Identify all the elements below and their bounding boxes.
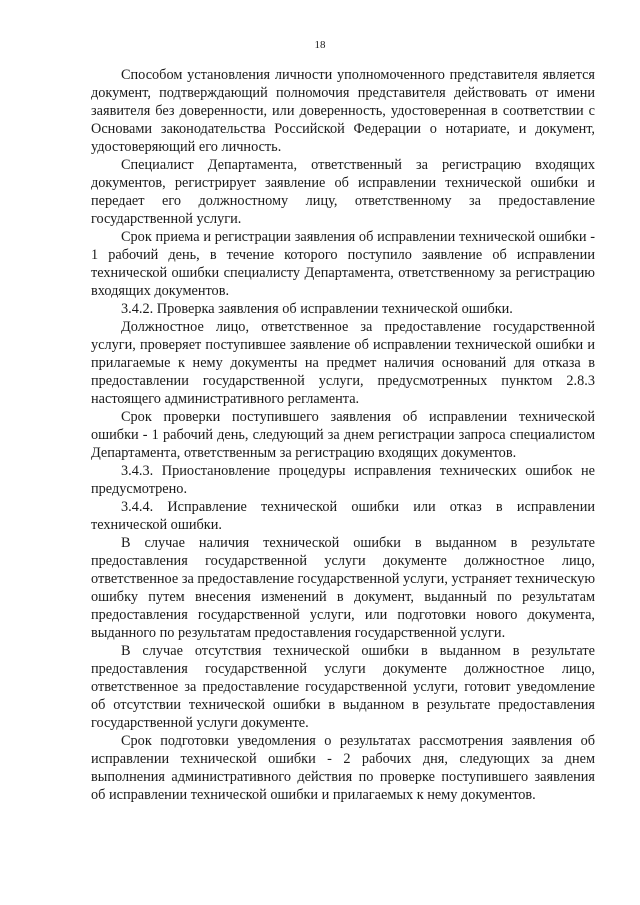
section-heading-3-4-3: 3.4.3. Приостановление процедуры исправления технических ошибок не предусмотрено.: [91, 463, 595, 497]
section-heading-3-4-2: 3.4.2. Проверка заявления об исправлении технической ошибки.: [121, 301, 513, 317]
page-number: 18: [314, 39, 326, 51]
paragraph-check-term: Срок проверки поступившего заявления об исправлении технической ошибки - 1 рабочий день, следующий за днем регистрации запроса специалистом Департамента, ответственным за регистрацию входящих документов.: [91, 409, 595, 461]
section-heading-3-4-4: 3.4.4. Исправление технической ошибки или отказ в исправлении технической ошибки.: [91, 499, 595, 533]
paragraph-representative-identity: Способом установления личности уполномоченного представителя является документ, подтверждающий полномочия представителя действовать от имени заявителя без доверенности, или доверенность, удостоверенная в соответствии с Основами законодательства Российской Федерации о нотариате, и документ, удостоверяющий его личность.: [91, 67, 595, 155]
document-body: [91, 66, 595, 804]
paragraph-notification-term: Срок подготовки уведомления о результатах рассмотрения заявления об исправлении технической ошибки - 2 рабочих дня, следующих за днем выполнения административного действия по проверке поступившего заявления об исправлении технической ошибки и прилагаемых к нему документов.: [91, 733, 595, 803]
paragraph-error-absent: В случае отсутствия технической ошибки в выданном в результате предоставления государственной услуги документе должностное лицо, ответственное за предоставление государственной услуги, готовит уведомление об отсутствии технической ошибки в выданном в результате предоставления государственной услуги документе.: [91, 643, 595, 731]
paragraph-check: Должностное лицо, ответственное за предоставление государственной услуги, проверяет поступившее заявление об исправлении технической ошибки и прилагаемые к нему документы на предмет наличия оснований для отказа в предоставлении государственной услуги, предусмотренных пунктом 2.8.3 настоящего административного регламента.: [91, 319, 595, 407]
paragraph-error-present: В случае наличия технической ошибки в выданном в результате предоставления государственной услуги документе должностное лицо, ответственное за предоставление государственной услуги, устраняет техническую ошибку путем внесения изменений в документ, выданный по результатам предоставления государственной услуги, или подготовки нового документа, выданного по результатам предоставления государственной услуги.: [91, 535, 595, 641]
paragraph-registration: Специалист Департамента, ответственный за регистрацию входящих документов, регистрирует заявление об исправлении технической ошибки и передает его должностному лицу, ответственному за предоставление государственной услуги.: [91, 157, 595, 227]
paragraph-registration-term: Срок приема и регистрации заявления об исправлении технической ошибки - 1 рабочий день, в течение которого поступило заявление об исправлении технической ошибки специалисту Департамента, ответственному за регистрацию входящих документов.: [91, 229, 595, 299]
